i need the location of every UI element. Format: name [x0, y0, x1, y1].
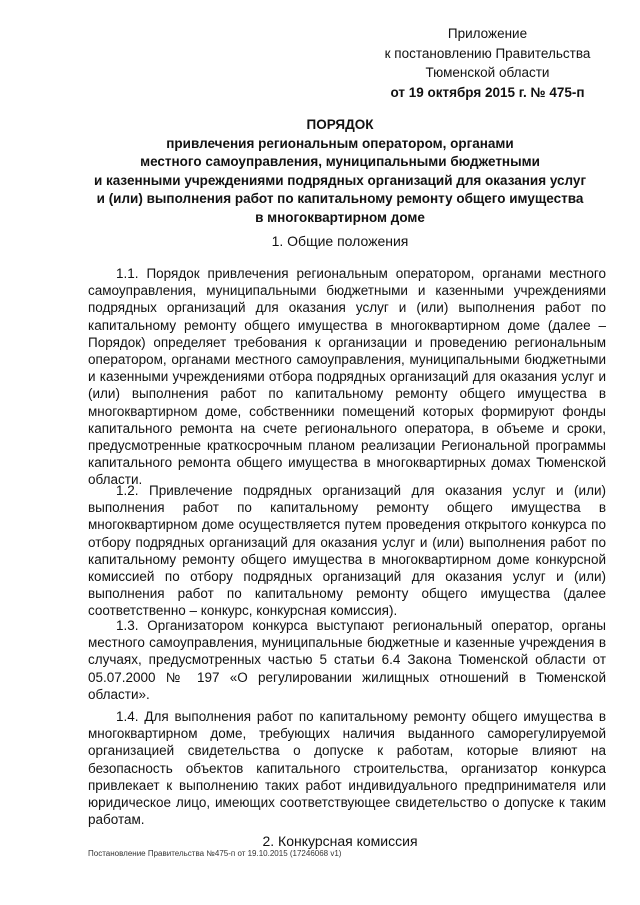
section-heading-1: 1. Общие положения [271, 233, 409, 249]
paragraph-1-3: 1.3. Организатором конкурса выступают региональный оператор, органы местного самоуправления, муниципальные бюджетные и казенные учреждения в случаях, предусмотренных частью 5 статьи 6.4 Закона Тюменской области от 05.07.2000 № 197 «О регулировании жилищных отношений в Тюменской области». [88, 618, 606, 702]
document-title [60, 116, 620, 228]
appendix-region: Тюменской области [425, 65, 550, 80]
page-footer: Постановление Правительства №475-п от 19.10.2015 (17246068 v1) [88, 849, 342, 858]
title-line-1: ПОРЯДОК [306, 117, 374, 132]
title-line-3: местного самоуправления, муниципальными бюджетными [140, 154, 540, 170]
title-line-2: привлечения региональным оператором, органами [166, 135, 514, 151]
appendix-date-number: от 19 октября 2015 г. № 475-п [390, 84, 585, 100]
title-line-5: и (или) выполнения работ по капитальному ремонту общего имущества [96, 191, 584, 207]
paragraph-1-2: 1.2. Привлечение подрядных организаций для оказания услуг и (или) выполнения работ по капитальному ремонту общего имущества в многоквартирном доме осуществляется путем проведения открытого конкурса по отбору подрядных организаций для оказания услуг и (или) выполнения работ по капитальному ремонту общего имущества в многоквартирном доме конкурсной комиссией по отбору подрядных организаций для оказания услуг и (или) выполнения работ по капитальному ремонту общего имущества (далее соответственно – конкурс, конкурсная комиссия). [88, 483, 606, 619]
appendix-block [360, 24, 615, 102]
appendix-label: Приложение [447, 26, 528, 41]
section-heading-2: 2. Конкурсная комиссия [262, 833, 418, 849]
title-line-6: в многоквартирном доме [255, 209, 425, 225]
paragraph-1-4: 1.4. Для выполнения работ по капитальному ремонту общего имущества в многоквартирном доме, требующих наличия выданного саморегулируемой организацией свидетельства о допуске к работам, которые влияют на безопасность объектов капитального строительства, организатор конкурса привлекает к выполнению таких работ индивидуального предпринимателя или юридическое лицо, имеющих соответствующее свидетельство о допуске к таким работам. [88, 709, 606, 828]
title-line-4: и казенными учреждениями подрядных организаций для оказания услуг [93, 172, 587, 188]
appendix-resolution: к постановлению Правительства [384, 45, 591, 61]
paragraph-1-1: 1.1. Порядок привлечения региональным оператором, органами местного самоуправления, муниципальными бюджетными и казенными учреждениями подрядных организаций для оказания услуг и (или) выполнения работ по капитальному ремонту общего имущества в многоквартирном доме (далее – Порядок) определяет требования к организации и проведению региональным оператором, органами местного самоуправления, муниципальными бюджетными и казенными учреждениями отбора подрядных организаций для оказания услуг и (или) выполнения работ по капитальному ремонту общего имущества в многоквартирном доме, собственники помещений которых формируют фонды капитального ремонта на счете регионального оператора, в объеме и сроки, предусмотренные краткосрочным планом реализации Региональной программы капитального ремонта общего имущества в многоквартирных домах Тюменской области. [88, 266, 606, 488]
